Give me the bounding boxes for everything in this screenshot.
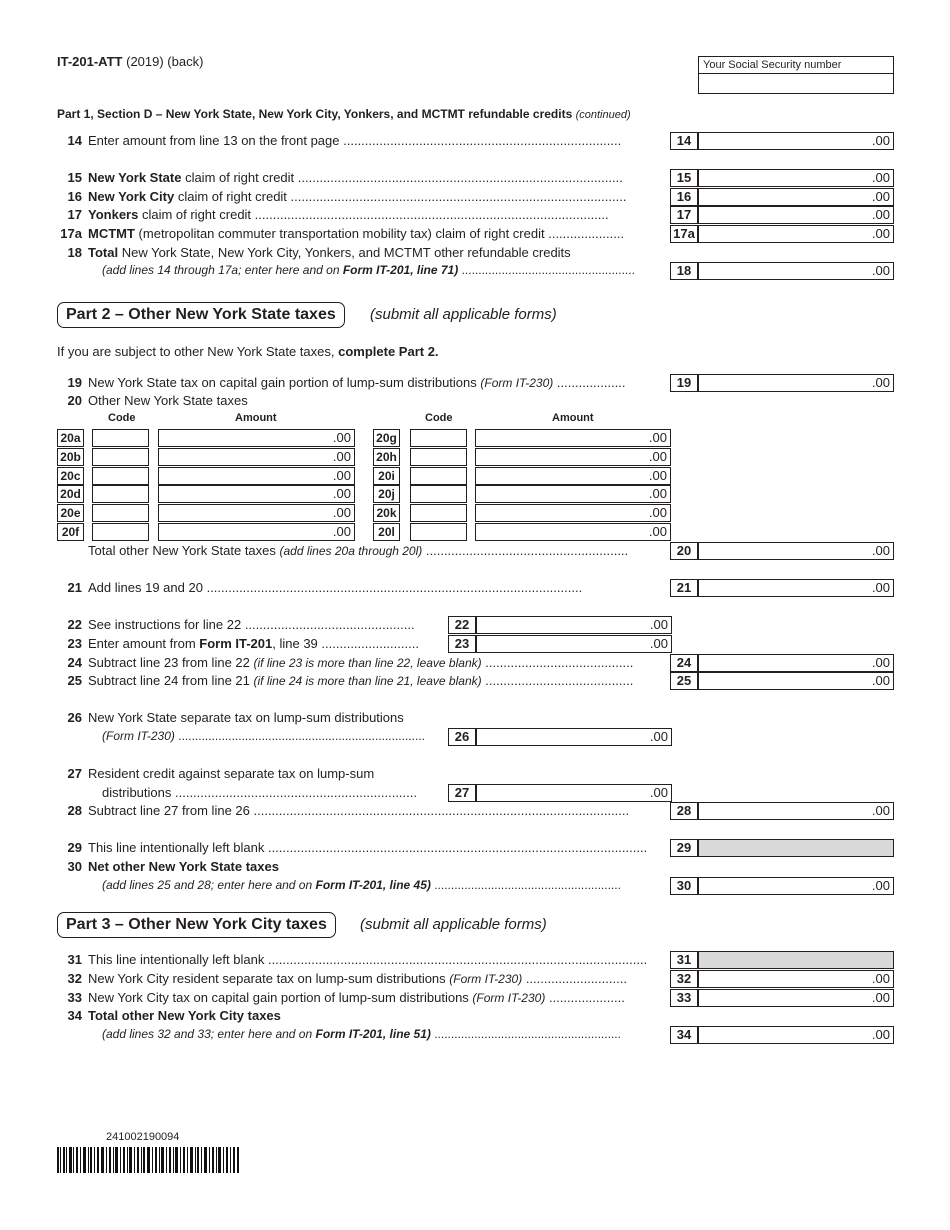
box-label-28: 28: [670, 802, 698, 820]
box-label-22: 22: [448, 616, 476, 634]
row-label: 20k: [373, 504, 400, 522]
box-label-15: 15: [670, 169, 698, 187]
row-label: 20c: [57, 467, 84, 485]
blank-box-31: [698, 951, 894, 969]
form-title: IT-201-ATT (2019) (back): [57, 54, 204, 69]
line-18: 18 Total New York State, New York City, Yonkers, and MCTMT other refundable credits: [67, 245, 571, 260]
barcode-number: 241002190094: [106, 1131, 180, 1143]
line-17: 17 Yonkers claim of right credit ..................................................................................................: [67, 207, 609, 222]
amount-15[interactable]: .00: [698, 169, 894, 187]
amount-input[interactable]: .00: [475, 504, 671, 522]
box-label-19: 19: [670, 374, 698, 392]
row-label: 20i: [373, 467, 400, 485]
code-header-left: Code: [108, 412, 136, 424]
amount-input[interactable]: .00: [158, 485, 355, 503]
part-2-note: (submit all applicable forms): [370, 306, 557, 323]
amount-27[interactable]: .00: [476, 784, 672, 802]
box-label-30: 30: [670, 877, 698, 895]
code-header-right: Code: [425, 412, 453, 424]
amount-14[interactable]: .00: [698, 132, 894, 150]
amount-20[interactable]: .00: [698, 542, 894, 560]
box-label-25: 25: [670, 672, 698, 690]
line-32: 32 New York City resident separate tax on lump-sum distributions (Form IT-230) ............................: [67, 971, 627, 986]
row-label: 20d: [57, 485, 84, 503]
amount-input[interactable]: .00: [475, 467, 671, 485]
box-label-24: 24: [670, 654, 698, 672]
code-input[interactable]: [92, 429, 149, 447]
section-d-title: Part 1, Section D – New York State, New York City, Yonkers, and MCTMT refundable credits (continued): [57, 107, 631, 121]
amount-25[interactable]: .00: [698, 672, 894, 690]
code-input[interactable]: [92, 485, 149, 503]
amount-19[interactable]: .00: [698, 374, 894, 392]
row-label: 20f: [57, 523, 84, 541]
amount-input[interactable]: .00: [475, 429, 671, 447]
amount-24[interactable]: .00: [698, 654, 894, 672]
line-18-sub: (add lines 14 through 17a; enter here and on Form IT-201, line 71) ....................................................: [102, 263, 635, 277]
box-label-16: 16: [670, 188, 698, 206]
row-label: 20e: [57, 504, 84, 522]
box-label-34: 34: [670, 1026, 698, 1044]
barcode-icon: [57, 1147, 239, 1173]
line-17a: 17a MCTMT (metropolitan commuter transportation mobility tax) claim of right credit .....................: [60, 226, 625, 241]
part-2-intro: If you are subject to other New York State taxes, complete Part 2.: [57, 344, 439, 359]
line-16: 16 New York City claim of right credit .............................................................................................: [67, 189, 627, 204]
code-input[interactable]: [410, 523, 467, 541]
amount-34[interactable]: .00: [698, 1026, 894, 1044]
box-label-17a: 17a: [670, 225, 698, 243]
amount-16[interactable]: .00: [698, 188, 894, 206]
amount-input[interactable]: .00: [158, 448, 355, 466]
ssn-field[interactable]: [698, 56, 894, 94]
amount-18[interactable]: .00: [698, 262, 894, 280]
row-label: 20l: [373, 523, 400, 541]
line-20: 20 Other New York State taxes: [67, 393, 248, 408]
amount-22[interactable]: .00: [476, 616, 672, 634]
row-label: 20j: [373, 485, 400, 503]
box-label-14: 14: [670, 132, 698, 150]
code-input[interactable]: [410, 504, 467, 522]
amount-input[interactable]: .00: [158, 467, 355, 485]
box-label-17: 17: [670, 206, 698, 224]
amount-input[interactable]: .00: [475, 523, 671, 541]
line-26-sub: (Form IT-230) ..........................................................................: [102, 729, 425, 743]
line-19: 19 New York State tax on capital gain portion of lump-sum distributions (Form IT-230) ...................: [67, 375, 626, 390]
row-label: 20b: [57, 448, 84, 466]
code-input[interactable]: [92, 504, 149, 522]
line-25: 25 Subtract line 24 from line 21 (if line 24 is more than line 21, leave blank) .........................................: [67, 673, 634, 688]
box-label-23: 23: [448, 635, 476, 653]
amount-header-right: Amount: [552, 412, 594, 424]
line-30: 30 Net other New York State taxes: [67, 859, 279, 874]
ssn-label: Your Social Security number: [699, 57, 893, 74]
line-30-sub: (add lines 25 and 28; enter here and on Form IT-201, line 45) ........................................................: [102, 878, 621, 892]
row-label: 20a: [57, 429, 84, 447]
box-label-33: 33: [670, 989, 698, 1007]
line-28: 28 Subtract line 27 from line 26 ........................................................................................................: [67, 803, 630, 818]
line-14: 14 Enter amount from line 13 on the front page .............................................................................: [67, 133, 622, 148]
part-2-title: Part 2 – Other New York State taxes: [57, 302, 345, 328]
line-33: 33 New York City tax on capital gain portion of lump-sum distributions (Form IT-230) .....................: [67, 990, 625, 1005]
code-input[interactable]: [92, 467, 149, 485]
part-3-note: (submit all applicable forms): [360, 916, 547, 933]
amount-28[interactable]: .00: [698, 802, 894, 820]
box-label-18: 18: [670, 262, 698, 280]
amount-17[interactable]: .00: [698, 206, 894, 224]
amount-26[interactable]: .00: [476, 728, 672, 746]
amount-input[interactable]: .00: [158, 523, 355, 541]
line-22: 22 See instructions for line 22 ...............................................: [67, 617, 415, 632]
line-31: 31 This line intentionally left blank .........................................................................................................: [67, 952, 648, 967]
line-15: 15 New York State claim of right credit ..........................................................................................: [67, 170, 623, 185]
amount-21[interactable]: .00: [698, 579, 894, 597]
line-27: 27 Resident credit against separate tax on lump-sum: [67, 766, 375, 781]
amount-30[interactable]: .00: [698, 877, 894, 895]
amount-input[interactable]: .00: [475, 485, 671, 503]
line-20-total: Total other New York State taxes (add lines 20a through 20l) ........................................................: [88, 543, 629, 558]
code-input[interactable]: [410, 467, 467, 485]
amount-header-left: Amount: [235, 412, 277, 424]
line-29: 29 This line intentionally left blank .........................................................................................................: [67, 840, 648, 855]
amount-23[interactable]: .00: [476, 635, 672, 653]
box-label-20: 20: [670, 542, 698, 560]
amount-32[interactable]: .00: [698, 970, 894, 988]
line-21: 21 Add lines 19 and 20 ........................................................................................................: [67, 580, 583, 595]
box-label-21: 21: [670, 579, 698, 597]
code-input[interactable]: [410, 429, 467, 447]
code-input[interactable]: [410, 485, 467, 503]
code-input[interactable]: [92, 523, 149, 541]
code-input[interactable]: [92, 448, 149, 466]
box-label-32: 32: [670, 970, 698, 988]
box-label-29: 29: [670, 839, 698, 857]
line-26: 26 New York State separate tax on lump-sum distributions: [67, 710, 404, 725]
line-27-sub: distributions ...................................................................: [102, 785, 417, 800]
line-23: 23 Enter amount from Form IT-201, line 39 ...........................: [67, 636, 419, 651]
line-34-sub: (add lines 32 and 33; enter here and on Form IT-201, line 51) ........................................................: [102, 1027, 621, 1041]
row-label: 20h: [373, 448, 400, 466]
box-label-27: 27: [448, 784, 476, 802]
box-label-31: 31: [670, 951, 698, 969]
line-34: 34 Total other New York City taxes: [67, 1008, 281, 1023]
amount-17a[interactable]: .00: [698, 225, 894, 243]
box-label-26: 26: [448, 728, 476, 746]
amount-input[interactable]: .00: [475, 448, 671, 466]
amount-input[interactable]: .00: [158, 429, 355, 447]
part-3-title: Part 3 – Other New York City taxes: [57, 912, 336, 938]
code-input[interactable]: [410, 448, 467, 466]
line-24: 24 Subtract line 23 from line 22 (if line 23 is more than line 22, leave blank) .........................................: [67, 655, 634, 670]
row-label: 20g: [373, 429, 400, 447]
amount-input[interactable]: .00: [158, 504, 355, 522]
amount-33[interactable]: .00: [698, 989, 894, 1007]
blank-box-29: [698, 839, 894, 857]
